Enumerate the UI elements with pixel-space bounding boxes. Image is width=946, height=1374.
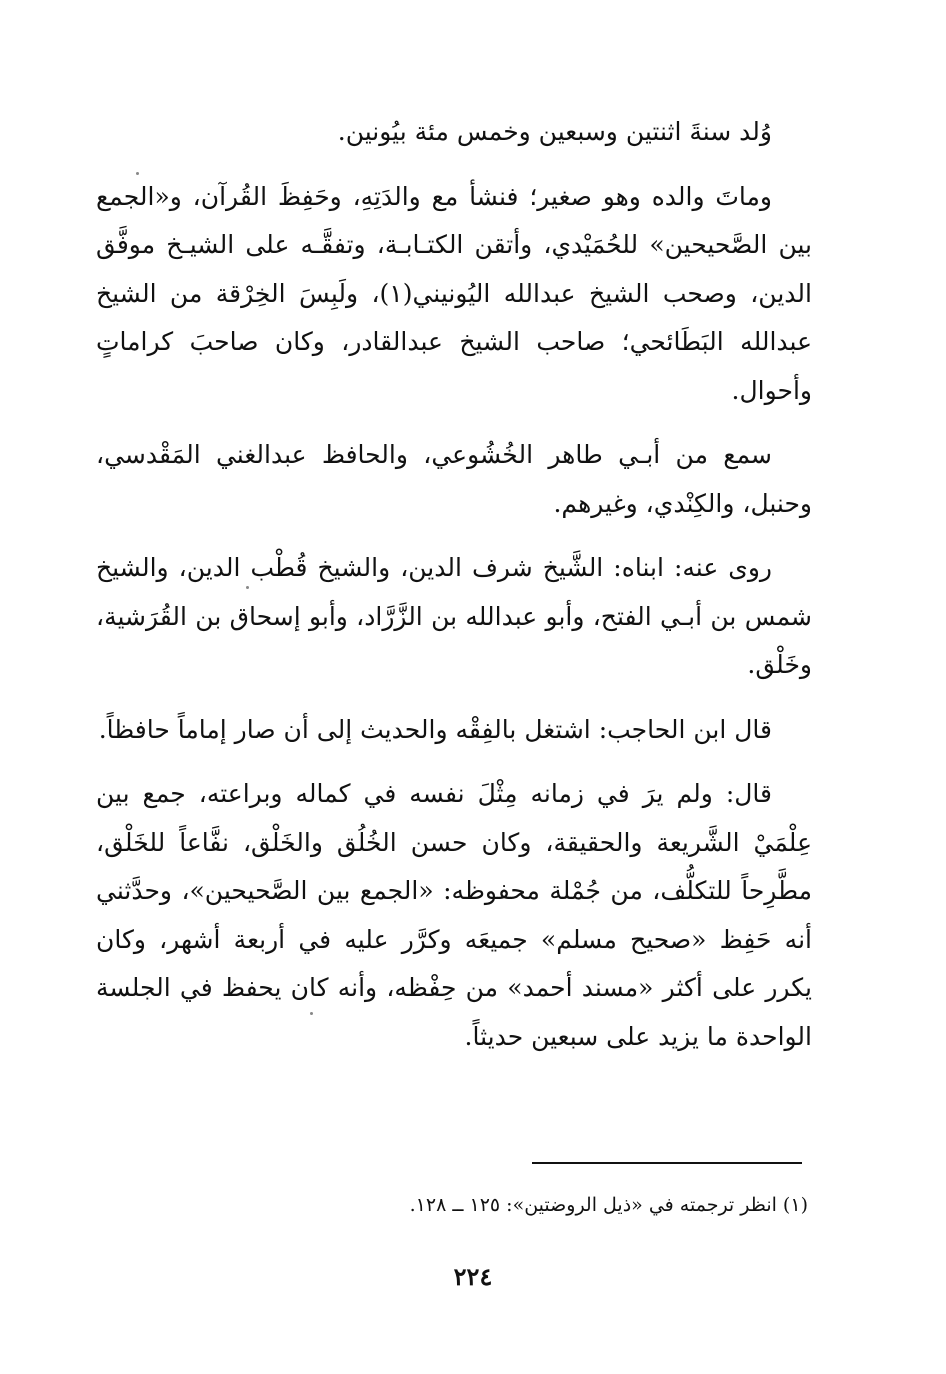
paragraph-memorization: قال: ولم يرَ في زمانه مِثْلَ نفسه في كماله وبراعته، جمع بين عِلْمَيْ الشَّريعة والحقيقة، وكان حسن الخُلُق والخَلْق، نفَّاعاً للخَلْق، مطَّرِحاً للتكلُّف، من جُمْلة محفوظه: «الجمع بين الصَّحيحين»، وحدَّثني أنه حَفِظ «صحيح مسلم» جميعَه وكرَّر عليه في أربعة أشهر، وكان يكرر على أكثر «مسند أحمد» من حِفْظه، وأنه كان يحفظ في الجلسة الواحدة ما يزيد على سبعين حديثاً.	[96, 779, 812, 1051]
scan-speck	[246, 586, 249, 589]
page-number: ٢٢٤	[453, 1262, 493, 1291]
scan-speck	[136, 172, 139, 175]
paragraph-birth: وُلد سنةَ اثنتين وسبعين وخمس مئة بيُونين.	[337, 117, 772, 146]
paragraph-upbringing: وماتَ والده وهو صغير؛ فنشأ مع والدَتِهِ، وحَفِظَ القُرآن، و«الجمع بين الصَّحيحين» للحُمَيْدي، وأتقن الكتـابـة، وتفقَّـه على الشيـخ موفَّق الدين، وصحب الشيخ عبدالله اليُونيني(١)، ولَبِسَ الخِرْقة من الشيخ عبدالله البَطَائحي؛ صاحب الشيخ عبدالقادر، وكان صاحبَ كراماتٍ وأحوال.	[96, 181, 812, 405]
footnote-divider	[532, 1162, 802, 1164]
paragraph-teachers: سمع من أبـي طاهر الخُشُوعي، والحافظ عبدالغني المَقْدسي، وحنبل، والكِنْدي، وغيرهم.	[96, 440, 812, 518]
paragraph-students: روى عنه: ابناه: الشَّيخ شرف الدين، والشيخ قُطْب الدين، والشيخ شمس بن أبـي الفتح، وأبو عبدالله بن الزَّرَّاد، وأبو إسحاق بن القُرَشية، وخَلْق.	[96, 553, 812, 679]
paragraph-ibn-hajib: قال ابن الحاجب: اشتغل بالفِقْه والحديث إلى أن صار إماماً حافظاً.	[98, 714, 772, 744]
scan-speck	[310, 1012, 313, 1015]
footnote: (١) انظر ترجمته في «ذيل الروضتين»: ١٢٥ ــ ١٢٨.	[409, 1194, 808, 1216]
main-text	[96, 108, 812, 1077]
